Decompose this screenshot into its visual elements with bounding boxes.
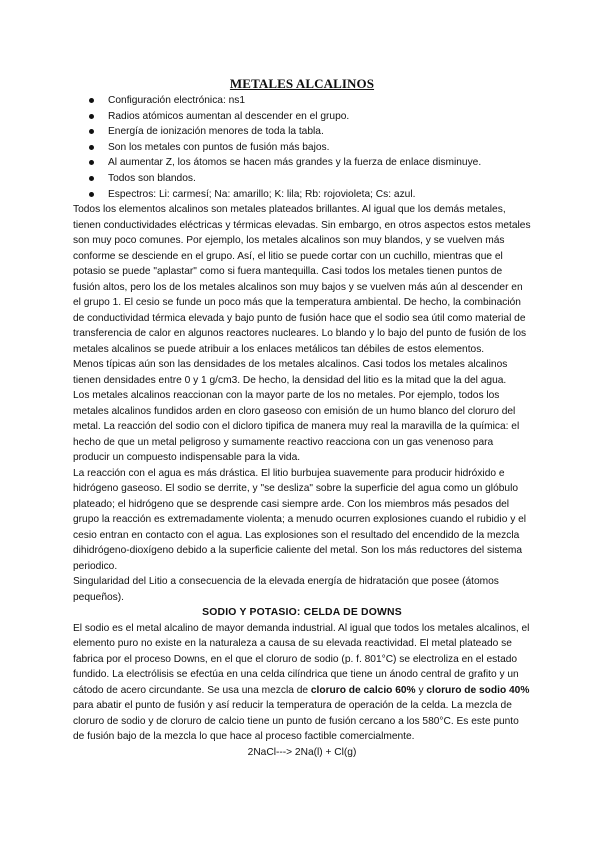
list-item [73, 124, 531, 140]
bullet-icon [89, 114, 94, 119]
downs-text-1: El sodio es el metal alcalino de mayor demanda industrial. Al igual que todos los metales alcalinos, el elemento puro no existe en la naturaleza a causa de su elevada reactividad. El metal plateado se fabrica por el proceso Downs, en el que el cloruro de sodio (p. f. 801°C) se electroliza en el estado fundido. La electrólisis se efectúa en una celda cilíndrica que tiene un ánodo central de grafito y un cátodo de acero circundante. Se usa una mezcla de [73, 622, 530, 696]
paragraph-lithium: Singularidad del Litio a consecuencia de la elevada energía de hidratación que posee (átomos pequeños). [73, 576, 499, 603]
downs-text-3: para abatir el punto de fusión y así reducir la temperatura de operación de la celda. La mezcla de cloruro de sodio y de cloruro de calcio tiene un punto de fusión cercano a los 580°C. Es este punto de fusión bajo de la mezcla lo que hace al proceso factible comercialmente. [73, 700, 519, 743]
downs-bold-2: cloruro de sodio 40% [426, 684, 530, 696]
paragraph-density: Menos típicas aún son las densidades de los metales alcalinos. Casi todos los metales alcalinos tienen densidades entre 0 y 1 g/cm3. De hecho, la densidad del litio es la mitad que la del agua. [73, 359, 508, 386]
properties-list [73, 93, 531, 202]
downs-text-2: y [415, 684, 427, 696]
list-item-text: Configuración electrónica: ns1 [108, 95, 246, 106]
bullet-icon [89, 192, 94, 197]
bullet-icon [89, 160, 94, 165]
page-title: METALES ALCALINOS [229, 76, 375, 91]
list-item-text: Todos son blandos. [108, 172, 196, 184]
paragraph-downs [73, 621, 531, 745]
paragraph-nonmetals: Los metales alcalinos reaccionan con la mayor parte de los no metales. Por ejemplo, todos los metales alcalinos fundidos arden en cloro gaseoso con emisión de un humo blanco del cloruro del metal. La reacción del sodio con el dicloro tipifica de manera muy real la maravilla de la química: el hecho de que un metal peligroso y sumamente reactivo reacciona con un gas venenoso para producir un compuesto indispensable para la vida. [73, 390, 520, 464]
bullet-icon [89, 98, 94, 103]
downs-bold-1: cloruro de calcio 60% [310, 684, 416, 696]
reaction-formula: 2NaCl---> 2Na(l) + Cl(g) [247, 746, 357, 758]
bullet-icon [89, 129, 94, 134]
list-item [73, 155, 531, 171]
list-item [73, 171, 531, 187]
list-item-text: Al aumentar Z, los átomos se hacen más grandes y la fuerza de enlace disminuye. [108, 157, 482, 169]
list-item [73, 93, 531, 109]
list-item [73, 187, 531, 203]
list-item [73, 140, 531, 156]
paragraph-water: La reacción con el agua es más drástica. El litio burbujea suavemente para producir hidróxido e hidrógeno gaseoso. El sodio se derrite, y "se desliza" sobre la superficie del agua como un glóbulo plateado; el hidrógeno que se desprende casi siempre arde. Con los miembros más pesados del grupo la reacción es extremadamente violenta; a menudo ocurren explosiones cuando el rubidio y el cesio entran en contacto con el agua. Las explosiones son el resultado del encendido de la mezcla dihidrógeno-dioxígeno debido a la superficie caliente del metal. Son los más reductores del sistema periodico. [73, 467, 527, 572]
list-item [73, 109, 531, 125]
section-heading: SODIO Y POTASIO: CELDA DE DOWNS [202, 607, 402, 619]
paragraph-properties: Todos los elementos alcalinos son metales plateados brillantes. Al igual que los demás metales, tienen conductividades eléctricas y térmicas elevadas. Sin embargo, en otros aspectos estos metales son muy poco comunes. Por ejemplo, los metales alcalinos son muy blandos, y se vuelven más conforme se desciende en el grupo. Así, el litio se puede cortar con un cuchillo, mientras que el potasio se puede "aplastar" como si fuera mantequilla. Casi todos los metales tienen puntos de fusión altos, pero los de los metales alcalinos son muy bajos y se vuelven más aún al descender en el grupo 1. El cesio se funde un poco más que la temperatura ambiental. De hecho, la combinación de conductividad térmica elevada y bajo punto de fusión hace que el sodio sea útil como material de transferencia de calor en algunos reactores nucleares. Lo blando y lo bajo del punto de fusión de los metales alcalinos se puede atribuir a los enlaces metálicos tan débiles de estos elementos. [73, 204, 531, 355]
list-item-text: Son los metales con puntos de fusión más bajos. [108, 141, 330, 153]
list-item-text: Radios atómicos aumentan al descender en el grupo. [108, 110, 350, 122]
list-item-text: Espectros: Li: carmesí; Na: amarillo; K: lila; Rb: rojovioleta; Cs: azul. [108, 188, 416, 200]
bullet-icon [89, 145, 94, 150]
list-item-text: Energía de ionización menores de toda la tabla. [108, 126, 324, 138]
document-content [73, 76, 531, 760]
bullet-icon [89, 176, 94, 181]
